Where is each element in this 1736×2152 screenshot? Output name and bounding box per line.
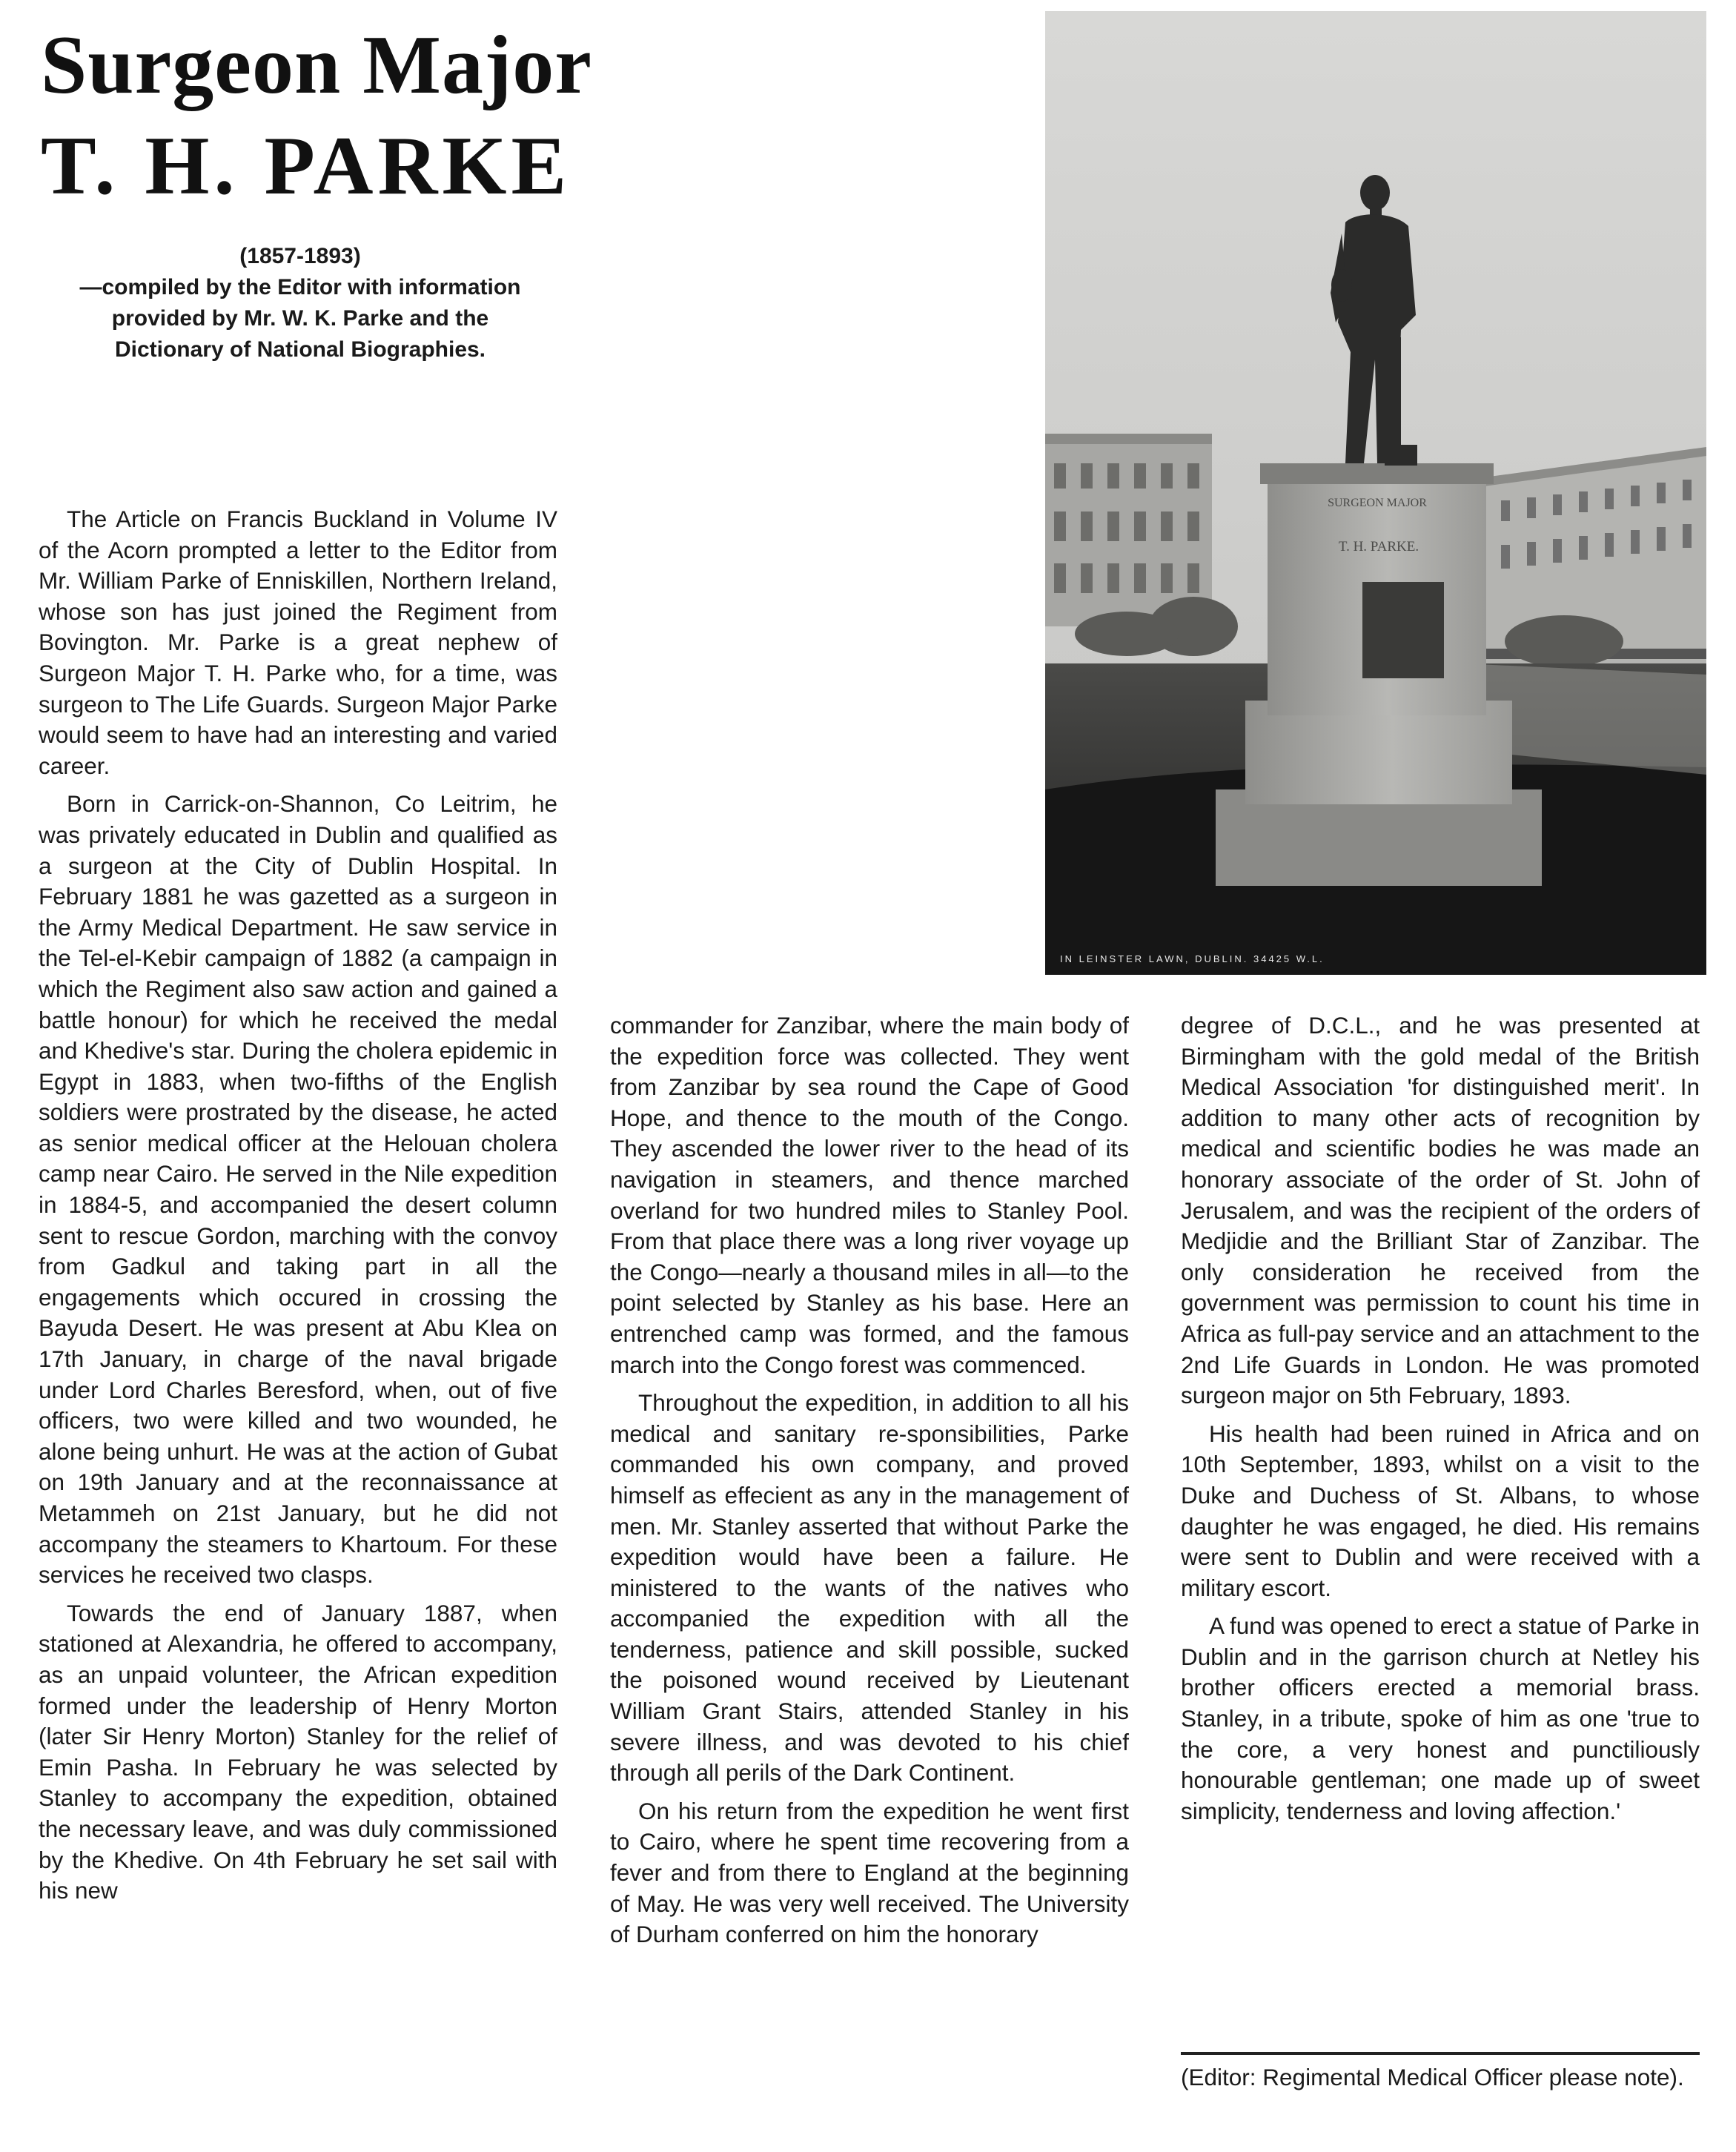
paragraph-2: Born in Carrick-on-Shannon, Co Leitrim, he was privately educated in Dublin and qualified as a surgeon at the City of Dublin Hospital. In February 1881 he was gazetted as a surgeon in the Army Medical Department. He saw service in the Tel-el-Kebir campaign of 1882 (a campaign in which the Regiment also saw action and gained a battle honour) for which he received the medal and Khedive's star. During the cholera epidemic in Egypt in 1883, when two-fifths of the English soldiers were prostrated by the disease, he acted as senior medical officer at the Helouan cholera camp near Cairo. He served in the Nile expedition in 1884-5, and accompanied the desert column sent to rescue Gordon, marching with the convoy from Gadkul and taking part in all the engagements which occured in crossing the Bayuda Desert. He was present at Abu Klea on 17th January, in charge of the naval brigade under Lord Charles Beresford, when, out of five officers, two were killed and two wounded, he alone being unhurt. He was at the action of Gubat on 19th January and at the reconnaissance at Metammeh on 21st January, but he did not accompany the steamers to Khartoum. For these services he received two clasps. bbox=[39, 790, 557, 1589]
paragraph-3: Towards the end of January 1887, when stationed at Alexandria, he offered to accompany, as an unpaid volunteer, the African expedition formed under the leadership of Henry Morton (later Sir Henry Morton) Stanley for the relief of Emin Pasha. In February he was selected by Stanley to accompany the expedition, obtained the necessary leave, and was duly commissioned by the Khedive. On 4th February he set sail with his new bbox=[39, 1599, 557, 1904]
column-2 bbox=[610, 1010, 1129, 1958]
title-line-2: T. H. PARKE bbox=[41, 120, 572, 212]
subhead-line-3: Dictionary of National Biographies. bbox=[114, 337, 486, 362]
editor-note-divider bbox=[1181, 2052, 1700, 2055]
column-1 bbox=[39, 504, 557, 1914]
paragraph-9: A fund was opened to erect a statue of Parke in Dublin and in the garrison church at Netley his brother officers erected a memorial brass. Stanley, in a tribute, spoke of him as one 'true to the core, a very honest and punctiliously honourable gentleman; one made up of sweet simplicity, tenderness and loving affection.' bbox=[1181, 1612, 1700, 1824]
statue-photo-image bbox=[1045, 11, 1706, 975]
paragraph-6: On his return from the expedition he went first to Cairo, where he spent time recovering from a fever and from there to England at the beginning of May. He was very well received. The University of Durham conferred on him the honorary bbox=[610, 1797, 1129, 1948]
column-3 bbox=[1181, 1010, 1700, 1834]
paragraph-4: commander for Zanzibar, where the main body of the expedition force was collected. They went from Zanzibar by sea round the Cape of Good Hope, and thence to the mouth of the Congo. They ascended the lower river to the head of its navigation in steamers, and thence marched overland for two hundred miles to Stanley Pool. From that place there was a long river voyage up the Congo—nearly a thousand miles in all—to the point selected by Stanley as his base. Here an entrenched camp was formed, and the famous march into the Congo forest was commenced. bbox=[610, 1012, 1129, 1378]
title-line-1: Surgeon Major bbox=[41, 19, 593, 111]
subhead-years: (1857-1893) bbox=[239, 244, 361, 268]
paragraph-7: degree of D.C.L., and he was presented at Birmingham with the gold medal of the British Medical Association 'for distinguished merit'. In addition to many other acts of recognition by medical and scientific bodies he was made an honorary associate of the order of St. John of Jerusalem, and was the recipient of the orders of Medjidie and the Brilliant Star of Zanzibar. The only consideration he received from the government was permission to count his time in Africa as full-pay service and an attachment to the 2nd Life Guards in London. He was promoted surgeon major on 5th February, 1893. bbox=[1181, 1012, 1700, 1409]
paragraph-1: The Article on Francis Buckland in Volume IV of the Acorn prompted a letter to the Editor from Mr. William Parke of Enniskillen, Northern Ireland, whose son has just joined the Regiment from Bovington. Mr. Parke is a great nephew of Surgeon Major T. H. Parke who, for a time, was surgeon to The Life Guards. Surgeon Major Parke would seem to have had an interesting and varied career. bbox=[39, 506, 557, 779]
plinth-inscription-1: SURGEON MAJOR bbox=[1328, 497, 1427, 509]
photo-caption: IN LEINSTER LAWN, DUBLIN. 34425 W.L. bbox=[1060, 953, 1325, 964]
subhead-line-2: provided by Mr. W. K. Parke and the bbox=[111, 306, 489, 331]
article-title bbox=[41, 15, 1004, 216]
paragraph-5: Throughout the expedition, in addition to all his medical and sanitary re-sponsibilities, Parke commanded his own company, and proved himself as effecient as any in the management of men. Mr. Stanley asserted that without Parke the expedition would have been a failure. He ministered to the wants of the natives who accompanied the expedition with all the tenderness, patience and skill possible, sucked the poisoned wound received by Lieutenant William Grant Stairs, attended Stanley in his severe illness, and was devoted to his chief through all perils of the Dark Continent. bbox=[610, 1389, 1129, 1787]
subhead-line-1: —compiled by the Editor with information bbox=[79, 275, 521, 299]
editor-note: (Editor: Regimental Medical Officer please note). bbox=[1181, 2064, 1684, 2090]
paragraph-8: His health had been ruined in Africa and on 10th September, 1893, whilst on a visit to the Duke and Duchess of St. Albans, to whose daughter he was engaged, he died. His remains were sent to Dublin and were received with a military escort. bbox=[1181, 1420, 1700, 1601]
plinth-inscription-2: T. H. PARKE. bbox=[1338, 539, 1419, 554]
article-subhead bbox=[41, 241, 560, 365]
statue-photo bbox=[1045, 11, 1706, 975]
